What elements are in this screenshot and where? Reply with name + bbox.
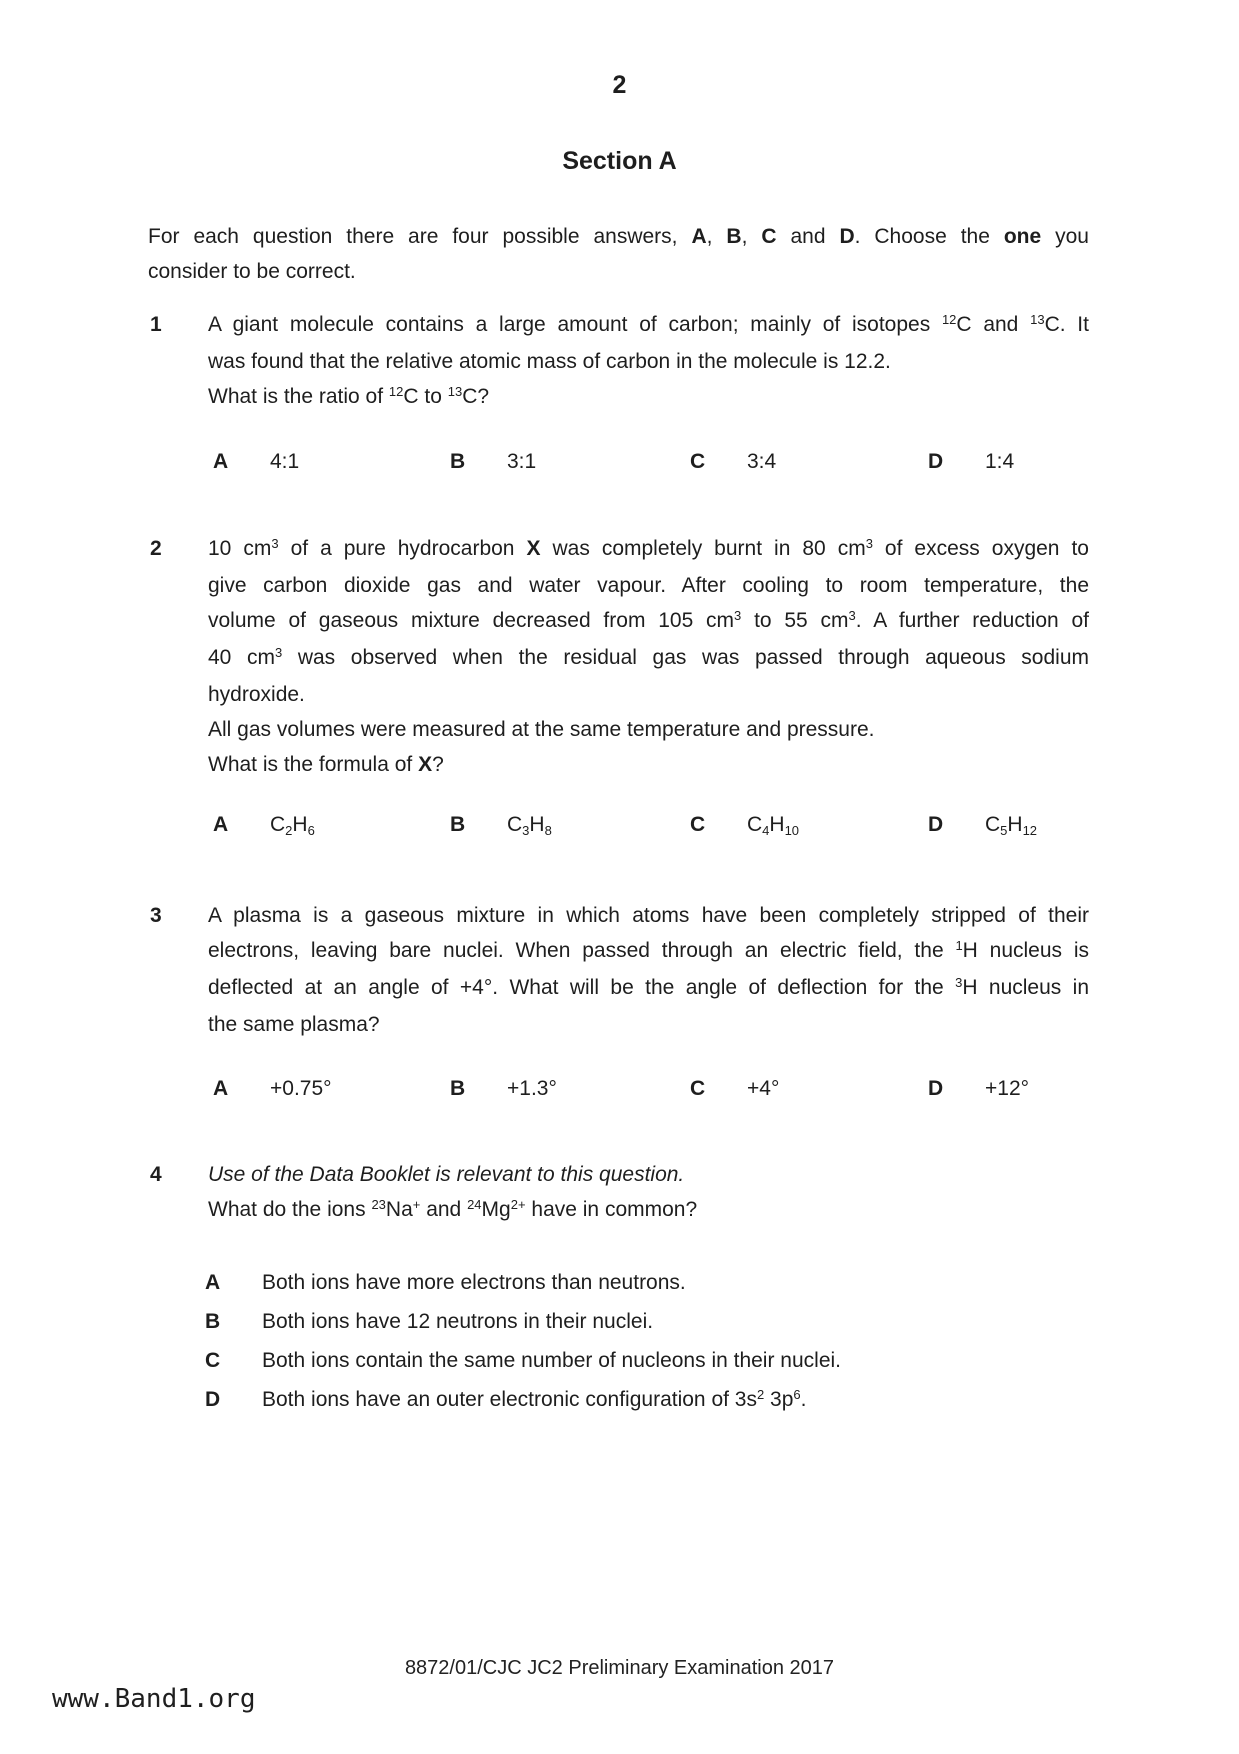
option-letter: B [450, 1077, 466, 1100]
question-block [0, 307, 1239, 416]
text-segment: C? [462, 385, 490, 408]
option-letter: B [450, 813, 466, 836]
question-block [0, 1157, 1239, 1229]
text-segment: 3 [865, 536, 873, 551]
text-segment: 10 cm [208, 537, 272, 560]
question-text [208, 1157, 1089, 1229]
text-line [208, 568, 1089, 603]
text-line [208, 379, 1089, 416]
text-segment: C [507, 813, 523, 836]
option-item [0, 1263, 1239, 1302]
option-value [747, 807, 799, 844]
text-segment: 3:1 [507, 450, 537, 473]
question-number: 3 [150, 904, 162, 927]
text-segment: 2+ [510, 1197, 526, 1212]
text-segment: C [747, 813, 763, 836]
text-segment: 6 [793, 1387, 801, 1402]
text-segment: deflected at an angle of +4°. What will be the angle of deflection for the [208, 976, 956, 999]
text-segment: What do the ions [208, 1198, 372, 1221]
text-segment: Mg [481, 1198, 511, 1221]
instructions-block [148, 219, 1089, 289]
text-line [208, 677, 1089, 712]
text-segment: C. It [1044, 313, 1089, 336]
option-item [0, 1341, 1239, 1380]
text-segment: 1 [955, 938, 963, 953]
text-segment: All gas volumes were measured at the same temperature and pressure. [208, 718, 875, 741]
text-segment: Use of the Data Booklet is relevant to this question. [208, 1163, 685, 1186]
text-segment: What is the ratio of [208, 385, 389, 408]
text-segment: 3 [522, 823, 530, 838]
text-line [148, 254, 1089, 289]
text-segment: A [691, 225, 707, 248]
text-segment: . Choose the [854, 225, 1004, 248]
text-segment: 12 [388, 384, 404, 399]
text-segment: C [985, 813, 1001, 836]
text-segment: , [741, 225, 762, 248]
text-line [208, 344, 1089, 379]
options-row [0, 444, 1239, 479]
text-line [148, 219, 1089, 254]
text-segment: H [529, 813, 545, 836]
text-segment: was observed when the residual gas was passed through aqueous sodium [282, 646, 1090, 669]
text-segment: and [776, 225, 840, 248]
text-segment: C to [403, 385, 448, 408]
option-letter: C [690, 813, 706, 836]
text-segment: 40 cm [208, 646, 275, 669]
text-segment: C [761, 225, 777, 248]
section-title: Section A [562, 147, 677, 175]
text-segment: 3 [274, 645, 283, 660]
text-segment: 13 [447, 384, 463, 399]
option-letter: B [450, 450, 466, 473]
text-segment: 2 [756, 1387, 765, 1402]
text-line [208, 640, 1089, 677]
text-segment: you [1041, 225, 1089, 248]
text-segment: X [526, 537, 541, 560]
option-letter: A [213, 450, 229, 473]
text-segment: Both ions contain the same number of nucleons in their nuclei. [262, 1349, 842, 1372]
option-letter: A [205, 1271, 221, 1294]
text-segment: +0.75° [270, 1077, 332, 1100]
text-segment: 3 [848, 608, 856, 623]
text-segment: 3 [734, 608, 742, 623]
text-segment: 6 [307, 823, 315, 838]
text-segment: A giant molecule contains a large amount of carbon; mainly of isotopes [208, 313, 942, 336]
option-letter: A [213, 1077, 229, 1100]
option-text [262, 1263, 1239, 1302]
text-segment: 23 [371, 1197, 386, 1212]
text-line [208, 1192, 1089, 1229]
question-number: 4 [150, 1163, 162, 1186]
text-segment: ? [432, 753, 444, 776]
text-segment: What is the formula of [208, 753, 419, 776]
text-segment: 4:1 [270, 450, 300, 473]
question-text [208, 898, 1089, 1042]
text-line [208, 970, 1089, 1007]
text-segment: 2 [285, 823, 293, 838]
text-segment: and [420, 1198, 468, 1221]
text-segment: electrons, leaving bare nuclei. When passed through an electric field, the [208, 939, 956, 962]
text-segment: A plasma is a gaseous mixture in which atoms have been completely stripped of their [208, 904, 1089, 927]
option-value [270, 807, 315, 844]
text-segment: Both ions have 12 neutrons in their nuclei. [262, 1310, 654, 1333]
text-segment: volume of gaseous mixture decreased from 105 cm [208, 609, 735, 632]
text-segment: 3p [764, 1388, 794, 1411]
option-letter: D [205, 1388, 221, 1411]
text-segment: +12° [985, 1077, 1030, 1100]
text-segment: H nucleus is [962, 939, 1089, 962]
text-segment: +4° [747, 1077, 780, 1100]
text-segment: 12 [1022, 823, 1038, 838]
question-text [208, 531, 1089, 782]
option-value [747, 1071, 779, 1106]
text-segment: Both ions have an outer electronic configuration of 3s [262, 1388, 757, 1411]
text-line [208, 933, 1089, 970]
option-value [507, 444, 536, 479]
option-letter: C [690, 1077, 706, 1100]
option-value [507, 1071, 557, 1106]
options-list [0, 1263, 1239, 1419]
text-segment: hydroxide. [208, 683, 305, 706]
text-segment: , [706, 225, 727, 248]
text-segment: 13 [1030, 312, 1045, 327]
text-segment: +1.3° [507, 1077, 557, 1100]
text-segment: 1:4 [985, 450, 1015, 473]
text-segment: X [418, 753, 433, 776]
option-item [0, 1302, 1239, 1341]
text-line [208, 747, 1089, 782]
question-number: 1 [150, 313, 162, 336]
options-row [0, 1071, 1239, 1106]
text-segment: 3 [955, 975, 963, 990]
text-segment: 10 [784, 823, 800, 838]
option-value [270, 444, 299, 479]
text-line [208, 1007, 1089, 1042]
option-item [0, 1380, 1239, 1419]
text-segment: the same plasma? [208, 1013, 380, 1036]
option-value [985, 807, 1037, 844]
text-segment: D [839, 225, 855, 248]
option-letter: D [928, 813, 944, 836]
question-block [0, 898, 1239, 1042]
option-letter: C [690, 450, 706, 473]
text-segment: was completely burnt in 80 cm [540, 537, 866, 560]
option-value [985, 444, 1014, 479]
option-value [270, 1071, 332, 1106]
text-segment: . A further reduction of [855, 609, 1089, 632]
question-text [208, 307, 1089, 416]
text-segment: Both ions have more electrons than neutrons. [262, 1271, 686, 1294]
options-row [0, 807, 1239, 842]
option-text [262, 1380, 1239, 1421]
text-line [208, 603, 1089, 640]
text-segment: . [800, 1388, 807, 1411]
text-line [208, 1157, 1089, 1192]
text-segment: give carbon dioxide gas and water vapour. After cooling to room temperature, the [208, 574, 1089, 597]
option-letter: C [205, 1349, 221, 1372]
text-segment: 12 [941, 312, 957, 327]
text-segment: C and [956, 313, 1031, 336]
text-segment: of excess oxygen to [872, 537, 1089, 560]
text-segment: 8 [544, 823, 552, 838]
text-segment: of a pure hydrocarbon [278, 537, 527, 560]
text-segment: H [769, 813, 785, 836]
option-letter: B [205, 1310, 221, 1333]
option-value [985, 1071, 1029, 1106]
text-segment: + [412, 1197, 421, 1212]
text-segment: consider to be correct. [148, 260, 356, 283]
text-segment: was found that the relative atomic mass of carbon in the molecule is 12.2. [208, 350, 891, 373]
option-value [747, 444, 776, 479]
text-segment: 24 [467, 1197, 482, 1212]
text-segment: 3 [271, 536, 279, 551]
question-number: 2 [150, 537, 162, 560]
text-segment: B [726, 225, 742, 248]
text-segment: 4 [762, 823, 770, 838]
text-segment: 5 [1000, 823, 1008, 838]
option-value [507, 807, 552, 844]
text-segment: to 55 cm [741, 609, 849, 632]
text-segment: H [1007, 813, 1023, 836]
question-block [0, 531, 1239, 782]
footer-exam-code: 8872/01/CJC JC2 Preliminary Examination 2017 [404, 1657, 835, 1679]
text-segment: For each question there are four possible answers, [148, 225, 692, 248]
text-line [208, 531, 1089, 568]
text-line [208, 898, 1089, 933]
text-segment: H [292, 813, 308, 836]
option-letter: D [928, 450, 944, 473]
text-line [208, 712, 1089, 747]
text-segment: H nucleus in [962, 976, 1089, 999]
option-text [262, 1302, 1239, 1341]
text-segment: C [270, 813, 286, 836]
option-letter: D [928, 1077, 944, 1100]
text-line [208, 307, 1089, 344]
page-number: 2 [612, 71, 627, 99]
text-segment: 3:4 [747, 450, 777, 473]
text-segment: have in common? [525, 1198, 698, 1221]
watermark: www.Band1.org [52, 1684, 256, 1714]
option-letter: A [213, 813, 229, 836]
text-segment: Na [385, 1198, 413, 1221]
option-text [262, 1341, 1239, 1380]
text-segment: one [1003, 225, 1042, 248]
